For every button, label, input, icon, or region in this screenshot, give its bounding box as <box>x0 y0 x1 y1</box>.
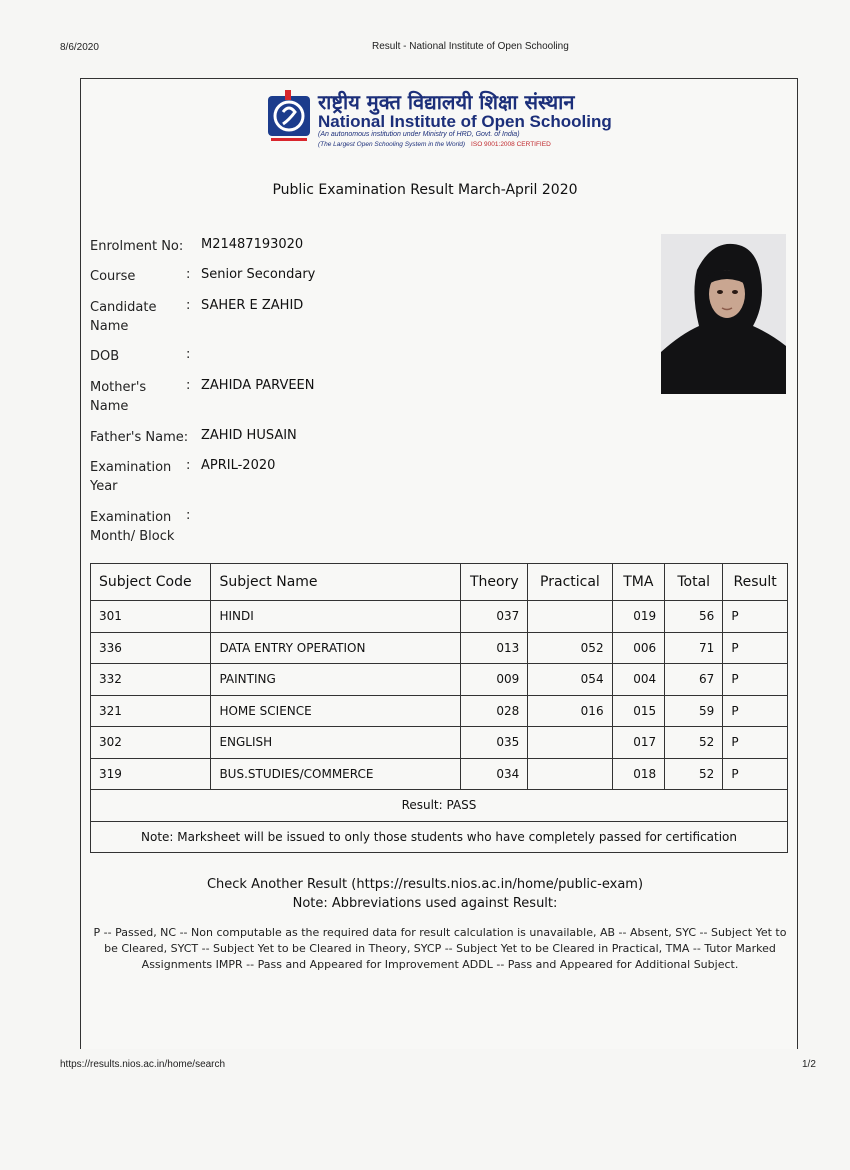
result-row <box>91 790 788 822</box>
dob-label: DOB <box>90 349 120 364</box>
abbreviations-text: P -- Passed, NC -- Non computable as the required data for result calculation is unavailable, AB -- Absent, SYC -- Subject Yet to be Cleared, SYCT -- Subject Yet to be Cleared in Theory, SYCP -- Subject Yet to be Cleared in Practical, TMA -- Tutor Marked Assignments IMPR -- Pass and Appeared for Improvement ADDL -- Pass and Appeared for Additional Subject. <box>93 926 787 971</box>
cell-total: 52 <box>665 727 723 759</box>
cell-subject-code: 319 <box>91 758 211 790</box>
dob-colon: : <box>186 347 191 362</box>
institute-name-english: National Institute of Open Schooling <box>318 112 612 131</box>
father-name-value: ZAHID HUSAIN <box>201 428 297 443</box>
print-page-number: 1/2 <box>802 1059 816 1070</box>
institute-subtitle: (An autonomous institution under Ministry of HRD, Govt. of India) <box>318 131 520 138</box>
table-row <box>91 727 788 759</box>
cell-total: 56 <box>665 601 723 633</box>
cell-result: P <box>723 601 788 633</box>
cell-result: P <box>723 758 788 790</box>
exam-month-colon: : <box>186 508 191 523</box>
table-row <box>91 758 788 790</box>
candidate-photo <box>661 234 786 394</box>
cell-tma: 006 <box>612 632 665 664</box>
header-tma: TMA <box>612 564 665 601</box>
enrolment-label: Enrolment No: <box>90 239 184 254</box>
cell-total: 59 <box>665 695 723 727</box>
cell-practical: 054 <box>528 664 612 696</box>
cell-tma: 004 <box>612 664 665 696</box>
table-row <box>91 664 788 696</box>
cell-subject-name: PAINTING <box>211 664 461 696</box>
cell-theory: 035 <box>461 727 528 759</box>
note-row <box>91 821 788 853</box>
header-subject-name: Subject Name <box>211 564 461 601</box>
print-date: 8/6/2020 <box>60 42 99 53</box>
institute-name-hindi: राष्ट्रीय मुक्त विद्यालयी शिक्षा संस्थान <box>318 90 575 114</box>
cell-theory: 037 <box>461 601 528 633</box>
cell-practical: 052 <box>528 632 612 664</box>
cell-result: P <box>723 727 788 759</box>
abbreviations-title: Note: Abbreviations used against Result: <box>292 896 558 911</box>
cell-subject-name: HINDI <box>211 601 461 633</box>
exam-title: Public Examination Result March-April 2020 <box>272 182 578 198</box>
table-header-row <box>91 564 788 601</box>
cell-practical: 016 <box>528 695 612 727</box>
cell-total: 71 <box>665 632 723 664</box>
print-page-title: Result - National Institute of Open Schooling <box>372 41 569 52</box>
exam-month-label: Examination Month/ Block <box>90 510 175 544</box>
header-theory: Theory <box>461 564 528 601</box>
mother-name-label: Mother's Name <box>90 380 147 414</box>
cell-theory: 013 <box>461 632 528 664</box>
header-subject-code: Subject Code <box>91 564 211 601</box>
cell-subject-name: ENGLISH <box>211 727 461 759</box>
cell-subject-code: 321 <box>91 695 211 727</box>
exam-year-value: APRIL-2020 <box>201 458 276 473</box>
cell-result: P <box>723 632 788 664</box>
mother-name-value: ZAHIDA PARVEEN <box>201 378 315 393</box>
institute-tagline: (The Largest Open Schooling System in the World) ISO 9001:2008 CERTIFIED <box>318 141 551 148</box>
candidate-name-colon: : <box>186 298 191 313</box>
cell-result: P <box>723 664 788 696</box>
cell-tma: 018 <box>612 758 665 790</box>
header-result: Result <box>723 564 788 601</box>
header-total: Total <box>665 564 723 601</box>
check-another-url: (https://results.nios.ac.in/home/public-exam) <box>351 877 644 892</box>
cell-subject-code: 332 <box>91 664 211 696</box>
cell-result: P <box>723 695 788 727</box>
cell-subject-name: BUS.STUDIES/COMMERCE <box>211 758 461 790</box>
result-pass: Result: PASS <box>91 790 788 822</box>
candidate-name-label: Candidate Name <box>90 300 157 334</box>
exam-year-colon: : <box>186 458 191 473</box>
enrolment-value: M21487193020 <box>201 237 304 252</box>
cell-subject-name: HOME SCIENCE <box>211 695 461 727</box>
cell-theory: 028 <box>461 695 528 727</box>
mother-name-colon: : <box>186 378 191 393</box>
course-colon: : <box>186 267 191 282</box>
course-value: Senior Secondary <box>201 267 316 282</box>
candidate-name-value: SAHER E ZAHID <box>201 298 304 313</box>
check-another-link[interactable]: Check Another Result <box>206 877 348 892</box>
header-practical: Practical <box>528 564 612 601</box>
cell-subject-name: DATA ENTRY OPERATION <box>211 632 461 664</box>
exam-year-label: Examination Year <box>90 460 172 494</box>
table-row <box>91 632 788 664</box>
table-row <box>91 695 788 727</box>
cell-tma: 019 <box>612 601 665 633</box>
cell-practical <box>528 601 612 633</box>
cell-subject-code: 302 <box>91 727 211 759</box>
cell-theory: 009 <box>461 664 528 696</box>
cell-practical <box>528 727 612 759</box>
marks-table <box>90 563 788 853</box>
iso-certified: ISO 9001:2008 CERTIFIED <box>471 141 551 148</box>
cell-practical <box>528 758 612 790</box>
print-footer-url: https://results.nios.ac.in/home/search <box>60 1059 226 1070</box>
cell-tma: 015 <box>612 695 665 727</box>
cell-theory: 034 <box>461 758 528 790</box>
check-another-result <box>0 877 850 892</box>
table-row <box>91 601 788 633</box>
cell-tma: 017 <box>612 727 665 759</box>
course-label: Course <box>90 269 136 284</box>
cell-total: 67 <box>665 664 723 696</box>
nios-logo-icon <box>265 90 313 150</box>
cell-total: 52 <box>665 758 723 790</box>
cell-subject-code: 336 <box>91 632 211 664</box>
cell-subject-code: 301 <box>91 601 211 633</box>
father-name-label: Father's Name: <box>90 430 189 445</box>
marksheet-note: Note: Marksheet will be issued to only those students who have completely passed for certification <box>91 821 788 853</box>
